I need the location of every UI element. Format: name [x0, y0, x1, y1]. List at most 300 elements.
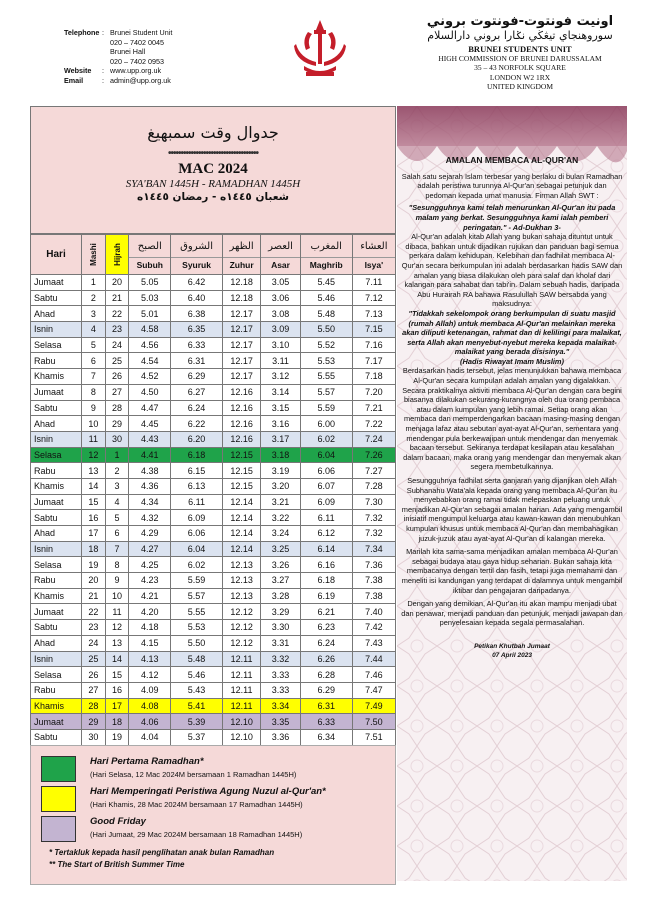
cell-maghrib: 6.00 [300, 416, 352, 432]
cell-hari: Jumaat [31, 384, 82, 400]
cell-syuruk: 6.38 [171, 306, 223, 322]
legend-swatch-yellow [41, 786, 76, 812]
table-row [31, 604, 396, 620]
legend-swatch-purple [41, 816, 76, 842]
cell-asar: 3.17 [261, 431, 300, 447]
cell-asar: 3.18 [261, 447, 300, 463]
col-isya: العشاء Isya' [352, 235, 395, 275]
cell-subuh: 5.01 [129, 306, 171, 322]
cell-subuh: 4.47 [129, 400, 171, 416]
cell-hari: Selasa [31, 667, 82, 683]
cell-maghrib: 6.07 [300, 478, 352, 494]
cell-hari: Selasa [31, 337, 82, 353]
cell-maghrib: 5.55 [300, 369, 352, 385]
timetable-title-box [30, 106, 396, 234]
table-row [31, 541, 396, 557]
cell-maghrib: 6.33 [300, 714, 352, 730]
cell-hijrah: 6 [105, 526, 129, 542]
cell-maghrib: 6.04 [300, 447, 352, 463]
cell-mashi: 15 [82, 494, 106, 510]
cell-isya: 7.12 [352, 290, 395, 306]
cell-isya: 7.16 [352, 337, 395, 353]
cell-asar: 3.19 [261, 463, 300, 479]
cell-hari: Ahad [31, 306, 82, 322]
cell-hijrah: 23 [105, 322, 129, 338]
cell-isya: 7.27 [352, 463, 395, 479]
cell-mashi: 9 [82, 400, 106, 416]
cell-mashi: 16 [82, 510, 106, 526]
table-row [31, 416, 396, 432]
cell-hijrah: 1 [105, 447, 129, 463]
cell-syuruk: 5.50 [171, 635, 223, 651]
cell-mashi: 7 [82, 369, 106, 385]
telephone-line: Brunei Hall [110, 47, 146, 56]
article-heading: AMALAN MEMBACA AL-QUR'AN [445, 155, 579, 165]
legend-title: Hari Pertama Ramadhan* [90, 756, 204, 767]
cell-syuruk: 6.22 [171, 416, 223, 432]
org-address-line: UNITED KINGDOM [486, 82, 554, 92]
cell-mashi: 25 [82, 651, 106, 667]
cell-syuruk: 5.55 [171, 604, 223, 620]
cell-mashi: 2 [82, 290, 106, 306]
telephone-line: Brunei Student Unit [110, 28, 173, 37]
cell-asar: 3.36 [261, 729, 300, 745]
email-link[interactable]: admin@upp.org.uk [110, 75, 171, 85]
cell-maghrib: 6.19 [300, 588, 352, 604]
legend-title: Good Friday [90, 816, 146, 827]
cell-isya: 7.38 [352, 588, 395, 604]
legend-title: Hari Memperingati Peristiwa Agung Nuzul al-Qur'an* [90, 786, 326, 797]
cell-subuh: 4.12 [129, 667, 171, 683]
article-paragraph: Al-Qur'an adalah kitab Allah yang bukan sahaja dituntut untuk dibaca, bahkan untuk dijadikan rujukan dan panduan bagi semua perkara dalam kehidupan. Kelebihan dan fadhilat membaca Al-Qur'an secara berkumpulan ini adalah berdasarkan hadis SAW dan amalan yang biasa dilakukan oleh para salaf dan kholaf dari kalangan para sahabat dan tabi'in. Dalam sebuah hadis, daripada Abu Hurairah RA bahawa Rasulullah SAW bersabda yang maksudnya: [401, 232, 623, 309]
article-quote: "Sesungguhnya kami telah menurunkan Al-Qur'an itu pada malam yang berkat. Sesungguhnya kami ialah pemberi peringatan." - Ad-Dukhan 3- [408, 203, 616, 232]
cell-syuruk: 6.06 [171, 526, 223, 542]
cell-maghrib: 5.48 [300, 306, 352, 322]
cell-syuruk: 5.43 [171, 682, 223, 698]
cell-isya: 7.46 [352, 667, 395, 683]
cell-syuruk: 6.42 [171, 275, 223, 291]
table-row [31, 526, 396, 542]
cell-mashi: 27 [82, 682, 106, 698]
cell-zuhur: 12.11 [222, 667, 260, 683]
cell-subuh: 4.54 [129, 353, 171, 369]
cell-isya: 7.32 [352, 526, 395, 542]
cell-syuruk: 6.35 [171, 322, 223, 338]
cell-asar: 3.29 [261, 604, 300, 620]
cell-hijrah: 24 [105, 337, 129, 353]
cell-subuh: 4.23 [129, 573, 171, 589]
cell-maghrib: 6.11 [300, 510, 352, 526]
cell-hari: Selasa [31, 447, 82, 463]
cell-subuh: 4.29 [129, 526, 171, 542]
cell-subuh: 4.43 [129, 431, 171, 447]
cell-asar: 3.21 [261, 494, 300, 510]
cell-mashi: 1 [82, 275, 106, 291]
cell-hari: Sabtu [31, 290, 82, 306]
cell-asar: 3.16 [261, 416, 300, 432]
contact-block: Telephone : Brunei Student Unit 020 – 7402 0045 Brunei Hall 020 – 7402 0953 Website : www.upp.org.uk Email : admin@upp.org.uk [64, 28, 173, 85]
cell-isya: 7.24 [352, 431, 395, 447]
website-link[interactable]: www.upp.org.uk [110, 66, 162, 75]
table-row [31, 667, 396, 683]
table-row [31, 682, 396, 698]
cell-zuhur: 12.14 [222, 526, 260, 542]
article-panel [397, 106, 627, 881]
org-arabic-name: اونيت فونتوت-فونتوت بروني [426, 14, 614, 29]
cell-asar: 3.34 [261, 698, 300, 714]
cell-mashi: 13 [82, 463, 106, 479]
cell-maghrib: 5.52 [300, 337, 352, 353]
cell-syuruk: 5.57 [171, 588, 223, 604]
cell-hari: Selasa [31, 557, 82, 573]
cell-maghrib: 6.09 [300, 494, 352, 510]
article-quote-source: (Hadis Riwayat Imam Muslim) [460, 356, 564, 366]
cell-zuhur: 12.18 [222, 275, 260, 291]
cell-zuhur: 12.12 [222, 620, 260, 636]
cell-syuruk: 6.31 [171, 353, 223, 369]
cell-maghrib: 6.18 [300, 573, 352, 589]
cell-zuhur: 12.17 [222, 322, 260, 338]
table-row [31, 510, 396, 526]
cell-hijrah: 26 [105, 369, 129, 385]
cell-asar: 3.25 [261, 541, 300, 557]
article-quote: "Tidakkah sekelompok orang berkumpulan di suatu masjid (rumah Allah) untuk membaca Al-Qur'an melainkan mereka akan diliputi ketenangan, rahmat dan di kelilingi para malaikat, serta Allah akan menyebut-nyebut mereka kepada malaikat-malaikat yang berada disisinya." [402, 308, 622, 357]
cell-hari: Khamis [31, 369, 82, 385]
org-address-line: 35 – 43 NORFOLK SQUARE [474, 63, 566, 73]
col-hijrah: Hijrah [105, 235, 129, 275]
cell-isya: 7.15 [352, 322, 395, 338]
cell-maghrib: 6.14 [300, 541, 352, 557]
cell-subuh: 4.18 [129, 620, 171, 636]
cell-isya: 7.11 [352, 275, 395, 291]
cell-hijrah: 11 [105, 604, 129, 620]
cell-maghrib: 5.59 [300, 400, 352, 416]
cell-subuh: 4.27 [129, 541, 171, 557]
cell-hari: Jumaat [31, 604, 82, 620]
cell-subuh: 4.25 [129, 557, 171, 573]
table-row [31, 322, 396, 338]
table-row [31, 588, 396, 604]
article-paragraph: Salah satu sejarah Islam terbesar yang berlaku di bulan Ramadhan adalah peristiwa turunnya Al-Qur'an sebagai petunjuk dan pedoman kepada umat manusia. Firman Allah SWT : [401, 171, 623, 200]
cell-zuhur: 12.13 [222, 588, 260, 604]
cell-zuhur: 12.17 [222, 306, 260, 322]
table-row [31, 431, 396, 447]
table-row [31, 290, 396, 306]
cell-syuruk: 5.48 [171, 651, 223, 667]
cell-subuh: 4.09 [129, 682, 171, 698]
cell-isya: 7.49 [352, 698, 395, 714]
cell-hari: Khamis [31, 698, 82, 714]
cell-syuruk: 6.27 [171, 384, 223, 400]
cell-isya: 7.34 [352, 541, 395, 557]
cell-isya: 7.26 [352, 447, 395, 463]
cell-hijrah: 20 [105, 275, 129, 291]
cell-mashi: 18 [82, 541, 106, 557]
cell-maghrib: 6.21 [300, 604, 352, 620]
cell-subuh: 4.32 [129, 510, 171, 526]
cell-isya: 7.42 [352, 620, 395, 636]
table-row [31, 557, 396, 573]
table-row [31, 573, 396, 589]
cell-asar: 3.14 [261, 384, 300, 400]
cell-hijrah: 22 [105, 306, 129, 322]
cell-asar: 3.12 [261, 369, 300, 385]
hijri-range: SYA'BAN 1445H - RAMADHAN 1445H [125, 178, 301, 190]
col-maghrib: المغرب Maghrib [300, 235, 352, 275]
brunei-crest-icon [290, 16, 350, 80]
cell-syuruk: 5.46 [171, 667, 223, 683]
table-row [31, 447, 396, 463]
cell-zuhur: 12.17 [222, 337, 260, 353]
cell-mashi: 28 [82, 698, 106, 714]
cell-subuh: 4.52 [129, 369, 171, 385]
cell-maghrib: 6.23 [300, 620, 352, 636]
cell-hijrah: 5 [105, 510, 129, 526]
cell-isya: 7.22 [352, 416, 395, 432]
cell-mashi: 11 [82, 431, 106, 447]
cell-zuhur: 12.12 [222, 604, 260, 620]
table-row [31, 337, 396, 353]
cell-zuhur: 12.14 [222, 494, 260, 510]
cell-maghrib: 5.57 [300, 384, 352, 400]
cell-mashi: 3 [82, 306, 106, 322]
cell-hijrah: 7 [105, 541, 129, 557]
cell-maghrib: 5.53 [300, 353, 352, 369]
cell-hijrah: 9 [105, 573, 129, 589]
table-row [31, 306, 396, 322]
cell-zuhur: 12.13 [222, 557, 260, 573]
cell-hijrah: 2 [105, 463, 129, 479]
cell-subuh: 4.45 [129, 416, 171, 432]
cell-hari: Isnin [31, 322, 82, 338]
cell-syuruk: 6.24 [171, 400, 223, 416]
cell-syuruk: 5.39 [171, 714, 223, 730]
cell-mashi: 20 [82, 573, 106, 589]
col-zuhur: الظهر Zuhur [222, 235, 260, 275]
cell-isya: 7.51 [352, 729, 395, 745]
cell-asar: 3.06 [261, 290, 300, 306]
cell-subuh: 4.58 [129, 322, 171, 338]
cell-hijrah: 25 [105, 353, 129, 369]
cell-mashi: 24 [82, 635, 106, 651]
cell-zuhur: 12.11 [222, 651, 260, 667]
col-syuruk: الشروق Syuruk [171, 235, 223, 275]
org-address-line: LONDON W2 1RX [489, 72, 551, 82]
cell-asar: 3.22 [261, 510, 300, 526]
cell-syuruk: 6.02 [171, 557, 223, 573]
legend-desc: (Hari Khamis, 28 Mac 2024M bersamaan 17 Ramadhan 1445H) [90, 800, 303, 809]
table-row [31, 384, 396, 400]
cell-hari: Khamis [31, 478, 82, 494]
cell-isya: 7.13 [352, 306, 395, 322]
cell-hari: Sabtu [31, 510, 82, 526]
table-row [31, 353, 396, 369]
cell-syuruk: 6.20 [171, 431, 223, 447]
cell-subuh: 4.08 [129, 698, 171, 714]
cell-hijrah: 29 [105, 416, 129, 432]
cell-hijrah: 14 [105, 651, 129, 667]
cell-subuh: 4.38 [129, 463, 171, 479]
cell-isya: 7.17 [352, 353, 395, 369]
cell-mashi: 4 [82, 322, 106, 338]
cell-subuh: 4.34 [129, 494, 171, 510]
cell-zuhur: 12.15 [222, 478, 260, 494]
table-row [31, 635, 396, 651]
cell-hijrah: 13 [105, 635, 129, 651]
cell-mashi: 8 [82, 384, 106, 400]
cell-hari: Jumaat [31, 275, 82, 291]
cell-subuh: 4.50 [129, 384, 171, 400]
col-asar: العصر Asar [261, 235, 300, 275]
cell-isya: 7.43 [352, 635, 395, 651]
table-row [31, 400, 396, 416]
col-mashi: Mashi [82, 235, 106, 275]
article-source [401, 642, 623, 660]
cell-maghrib: 6.28 [300, 667, 352, 683]
month-title: MAC 2024 [178, 161, 248, 177]
legend-box [30, 745, 396, 885]
cell-syuruk: 6.29 [171, 369, 223, 385]
org-address-line: HIGH COMMISSION OF BRUNEI DARUSSALAM [438, 54, 602, 63]
cell-mashi: 30 [82, 729, 106, 745]
table-row [31, 698, 396, 714]
cell-isya: 7.44 [352, 651, 395, 667]
cell-zuhur: 12.15 [222, 447, 260, 463]
cell-maghrib: 6.06 [300, 463, 352, 479]
table-row [31, 463, 396, 479]
cell-asar: 3.31 [261, 635, 300, 651]
cell-asar: 3.35 [261, 714, 300, 730]
cell-syuruk: 6.18 [171, 447, 223, 463]
cell-asar: 3.33 [261, 682, 300, 698]
cell-zuhur: 12.16 [222, 431, 260, 447]
cell-maghrib: 6.31 [300, 698, 352, 714]
cell-subuh: 4.41 [129, 447, 171, 463]
organisation-block [350, 14, 650, 92]
website-label: Website [64, 66, 92, 75]
cell-mashi: 19 [82, 557, 106, 573]
telephone-label: Telephone [64, 28, 100, 37]
cell-maghrib: 6.24 [300, 635, 352, 651]
article-paragraph: Marilah kita sama-sama menjadikan amalan membaca Al-Qur'an sebagai budaya atau gaya hidup seharian. Bukan sahaja kita membacanya dengan tertil dan fasih, tetapi juga memahami dan meneliti isi kandungan yang terdapat di dalamnya untuk mengambil iktibar dan pengajaran daripadanya. [401, 547, 623, 595]
legend-item [41, 816, 302, 842]
legend-item [41, 756, 296, 782]
cell-hari: Jumaat [31, 714, 82, 730]
col-hari: Hari [31, 235, 82, 275]
footnote-ramadhan: * Tertakluk kepada hasil penglihatan anak bulan Ramadhan [49, 848, 275, 857]
cell-mashi: 22 [82, 604, 106, 620]
cell-hari: Sabtu [31, 729, 82, 745]
cell-hijrah: 16 [105, 682, 129, 698]
arabic-hijri-range: شعبان ١٤٤٥ه - رمضان ١٤٤٥ه [137, 191, 289, 203]
cell-isya: 7.32 [352, 510, 395, 526]
cell-hari: Rabu [31, 353, 82, 369]
table-row [31, 369, 396, 385]
table-row [31, 478, 396, 494]
arabic-title: جدوال وقت سمبهيغ [147, 123, 279, 142]
cell-mashi: 12 [82, 447, 106, 463]
cell-zuhur: 12.16 [222, 416, 260, 432]
cell-syuruk: 5.53 [171, 620, 223, 636]
cell-isya: 7.30 [352, 494, 395, 510]
cell-mashi: 21 [82, 588, 106, 604]
cell-maghrib: 6.34 [300, 729, 352, 745]
cell-asar: 3.26 [261, 557, 300, 573]
article-paragraph: Dengan yang demikian, Al-Qur'an itu akan mampu menjadi ubat dan penawar, menjadi panduan dan petunjuk, menjadi jawapan dan penyelesaian kepada segala permasalahan. [401, 599, 623, 628]
table-row [31, 714, 396, 730]
cell-asar: 3.11 [261, 353, 300, 369]
cell-zuhur: 12.10 [222, 714, 260, 730]
cell-maghrib: 6.26 [300, 651, 352, 667]
cell-subuh: 4.04 [129, 729, 171, 745]
cell-hari: Ahad [31, 635, 82, 651]
cell-subuh: 4.13 [129, 651, 171, 667]
cell-subuh: 4.06 [129, 714, 171, 730]
cell-mashi: 23 [82, 620, 106, 636]
cell-asar: 3.10 [261, 337, 300, 353]
cell-maghrib: 5.46 [300, 290, 352, 306]
cell-asar: 3.32 [261, 651, 300, 667]
cell-zuhur: 12.14 [222, 541, 260, 557]
cell-asar: 3.24 [261, 526, 300, 542]
cell-isya: 7.50 [352, 714, 395, 730]
cell-asar: 3.30 [261, 620, 300, 636]
cell-hijrah: 30 [105, 431, 129, 447]
cell-hijrah: 15 [105, 667, 129, 683]
legend-item [41, 786, 326, 812]
cell-syuruk: 5.37 [171, 729, 223, 745]
cell-hari: Isnin [31, 431, 82, 447]
cell-hijrah: 10 [105, 588, 129, 604]
table-row [31, 729, 396, 745]
cell-syuruk: 5.41 [171, 698, 223, 714]
cell-maghrib: 5.45 [300, 275, 352, 291]
cell-hari: Ahad [31, 526, 82, 542]
cell-syuruk: 6.40 [171, 290, 223, 306]
cell-zuhur: 12.18 [222, 290, 260, 306]
cell-asar: 3.27 [261, 573, 300, 589]
cell-subuh: 5.03 [129, 290, 171, 306]
cell-subuh: 4.56 [129, 337, 171, 353]
cell-zuhur: 12.12 [222, 635, 260, 651]
dotted-divider: •••••••••••••••••••••••••••••••••••• [167, 148, 259, 159]
cell-hijrah: 27 [105, 384, 129, 400]
cell-subuh: 4.15 [129, 635, 171, 651]
cell-isya: 7.18 [352, 369, 395, 385]
cell-asar: 3.08 [261, 306, 300, 322]
cell-isya: 7.36 [352, 557, 395, 573]
cell-hari: Isnin [31, 651, 82, 667]
cell-mashi: 6 [82, 353, 106, 369]
cell-maghrib: 5.50 [300, 322, 352, 338]
cell-asar: 3.09 [261, 322, 300, 338]
article-source-title: Petikan Khutbah Jumaat [474, 642, 550, 650]
cell-maghrib: 6.29 [300, 682, 352, 698]
cell-hari: Rabu [31, 573, 82, 589]
footnote-bst: ** The Start of British Summer Time [49, 860, 185, 869]
cell-hari: Ahad [31, 416, 82, 432]
cell-isya: 7.21 [352, 400, 395, 416]
cell-hijrah: 8 [105, 557, 129, 573]
cell-hijrah: 4 [105, 494, 129, 510]
cell-isya: 7.40 [352, 604, 395, 620]
cell-syuruk: 6.33 [171, 337, 223, 353]
cell-syuruk: 6.11 [171, 494, 223, 510]
prayer-timetable [30, 234, 396, 761]
cell-mashi: 5 [82, 337, 106, 353]
cell-mashi: 17 [82, 526, 106, 542]
cell-isya: 7.38 [352, 573, 395, 589]
